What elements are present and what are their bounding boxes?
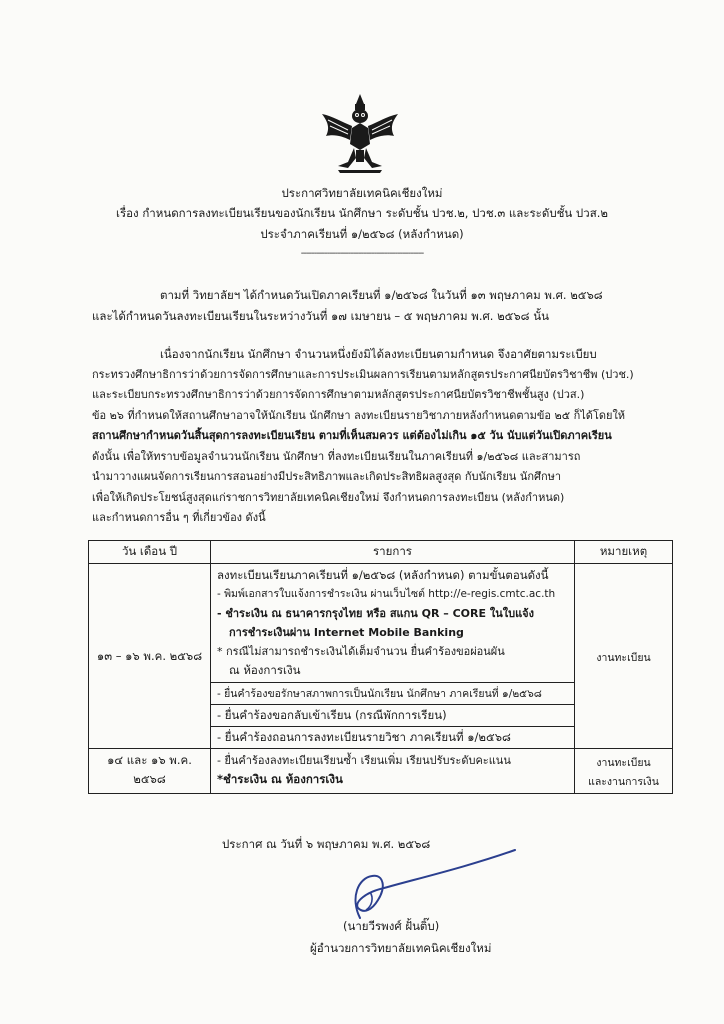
row-2-date-line: ๑๔ และ ๑๖ พ.ค. [107, 753, 192, 767]
table-item: - ยื่นคำร้องขอรักษาสภาพการเป็นนักเรียน นักศึกษา ภาคเรียนที่ ๑/๒๕๖๘ [211, 683, 575, 705]
column-header-date: วัน เดือน ปี [89, 541, 211, 564]
row-1-registration-steps [211, 564, 575, 683]
paragraph-2-emphasis: สถานศึกษากำหนดวันสิ้นสุดการลงทะเบียนเรียน ตามที่เห็นสมควร แต่ต้องไม่เกิน ๑๕ วัน นับแต่วันเปิดภาคเรียน [92, 429, 612, 442]
column-header-note: หมายเหตุ [575, 541, 673, 564]
paragraph-2-line: กระทรวงศึกษาธิการว่าด้วยการจัดการศึกษาและการประเมินผลการเรียนตามหลักสูตรประกาศนียบัตรวิชาชีพ (ปวช.) [92, 367, 634, 381]
row-1-note: งานทะเบียน [575, 564, 673, 749]
table-item: - ชำระเงิน ณ ธนาคารกรุงไทย หรือ สแกน QR – CORE ในใบแจ้ง [217, 607, 534, 620]
table-header-row [89, 541, 673, 564]
table-row [89, 749, 673, 794]
garuda-emblem-icon [318, 92, 402, 174]
announcement-subject: เรื่อง กำหนดการลงทะเบียนเรียนของนักเรียน นักศึกษา ระดับชั้น ปวช.๒, ปวช.๓ และระดับชั้น ปวส.๒ [116, 206, 608, 220]
paragraph-1 [92, 285, 672, 326]
table-item: ลงทะเบียนเรียนภาคเรียนที่ ๑/๒๕๖๘ (หลังกำหนด) ตามขั้นตอนดังนี้ [217, 568, 549, 582]
announcement-date: ประกาศ ณ วันที่ ๖ พฤษภาคม พ.ศ. ๒๕๖๘ [222, 837, 431, 851]
row-2-note-line: และงานการเงิน [588, 776, 659, 788]
table-item: - ยื่นคำร้องถอนการลงทะเบียนรายวิชา ภาคเรียนที่ ๑/๒๕๖๘ [211, 727, 575, 749]
table-item: * กรณีไม่สามารถชำระเงินได้เต็มจำนวน ยื่นคำร้องขอผ่อนผัน [217, 645, 505, 658]
table-item: ณ ห้องการเงิน [229, 663, 301, 677]
row-2-note-line: งานทะเบียน [596, 757, 651, 769]
paragraph-2-line: เนื่องจากนักเรียน นักศึกษา จำนวนหนึ่งยังมิได้ลงทะเบียนตามกำหนด จึงอาศัยตามระเบียบ [160, 347, 597, 361]
header-divider: ----------------------------------------------- [300, 248, 424, 259]
announcement-term: ประจำภาคเรียนที่ ๑/๒๕๖๘ (หลังกำหนด) [260, 227, 464, 241]
table-item: - ยื่นคำร้องลงทะเบียนเรียนซ้ำ เรียนเพิ่ม เรียนปรับระดับคะแนน [217, 754, 511, 767]
table-row [89, 564, 673, 683]
table-item: การชำระเงินผ่าน Internet Mobile Banking [229, 626, 464, 639]
paragraph-2-line: นำมาวางแผนจัดการเรียนการสอนอย่างมีประสิทธิภาพและเกิดประสิทธิผลสูงสุด กับนักเรียน นักศึกษา [92, 470, 562, 483]
row-1-date: ๑๓ – ๑๖ พ.ค. ๒๕๖๘ [89, 564, 211, 749]
table-item: - ยื่นคำร้องขอกลับเข้าเรียน (กรณีพักการเรียน) [211, 705, 575, 727]
table-item: - พิมพ์เอกสารใบแจ้งการชำระเงิน ผ่านเว็บไซต์ http://e-regis.cmtc.ac.th [217, 588, 556, 600]
row-2-items [211, 749, 575, 794]
paragraph-2-line: เพื่อให้เกิดประโยชน์สูงสุดแก่ราชการวิทยาลัยเทคนิคเชียงใหม่ จึงกำหนดการลงทะเบียน (หลังกำหนด) [92, 490, 565, 504]
signer-title: ผู้อำนวยการวิทยาลัยเทคนิคเชียงใหม่ [310, 941, 492, 955]
paragraph-2-line: ดังนั้น เพื่อให้ทราบข้อมูลจำนวนนักเรียน นักศึกษา ที่ลงทะเบียนเรียนในภาคเรียนที่ ๑/๒๕๖๘ และสามารถ [92, 449, 581, 463]
announcement-title: ประกาศวิทยาลัยเทคนิคเชียงใหม่ [281, 186, 443, 200]
paragraph-2-line: และกำหนดการอื่น ๆ ที่เกี่ยวข้อง ดังนี้ [92, 511, 266, 524]
paragraph-1-line: ตามที่ วิทยาลัยฯ ได้กำหนดวันเปิดภาคเรียนที่ ๑/๒๕๖๘ ในวันที่ ๑๓ พฤษภาคม พ.ศ. ๒๕๖๘ [160, 288, 603, 302]
paragraph-1-line: และได้กำหนดวันลงทะเบียนเรียนในระหว่างวันที่ ๑๗ เมษายน – ๕ พฤษภาคม พ.ศ. ๒๕๖๘ นั้น [92, 308, 549, 323]
row-2-date [89, 749, 211, 794]
row-2-date-line: ๒๕๖๘ [133, 772, 166, 786]
paragraph-2 [92, 344, 672, 529]
column-header-items: รายการ [211, 541, 575, 564]
row-2-note [575, 749, 673, 794]
paragraph-2-line: และระเบียบกระทรวงศึกษาธิการว่าด้วยการจัดการศึกษาตามหลักสูตรประกาศนียบัตรวิชาชีพชั้นสูง (ปวส.) [92, 388, 585, 401]
signer-name: (นายวีรพงศ์ ฝั้นติ๊บ) [343, 919, 440, 933]
schedule-table [88, 540, 673, 794]
paragraph-2-line: ข้อ ๒๖ ที่กำหนดให้สถานศึกษาอาจให้นักเรียน นักศึกษา ลงทะเบียนรายวิชาภายหลังกำหนดตามข้อ ๒๕ ก็ได้โดยให้ [92, 408, 626, 422]
signature-icon [300, 848, 520, 928]
table-item: *ชำระเงิน ณ ห้องการเงิน [217, 772, 343, 786]
